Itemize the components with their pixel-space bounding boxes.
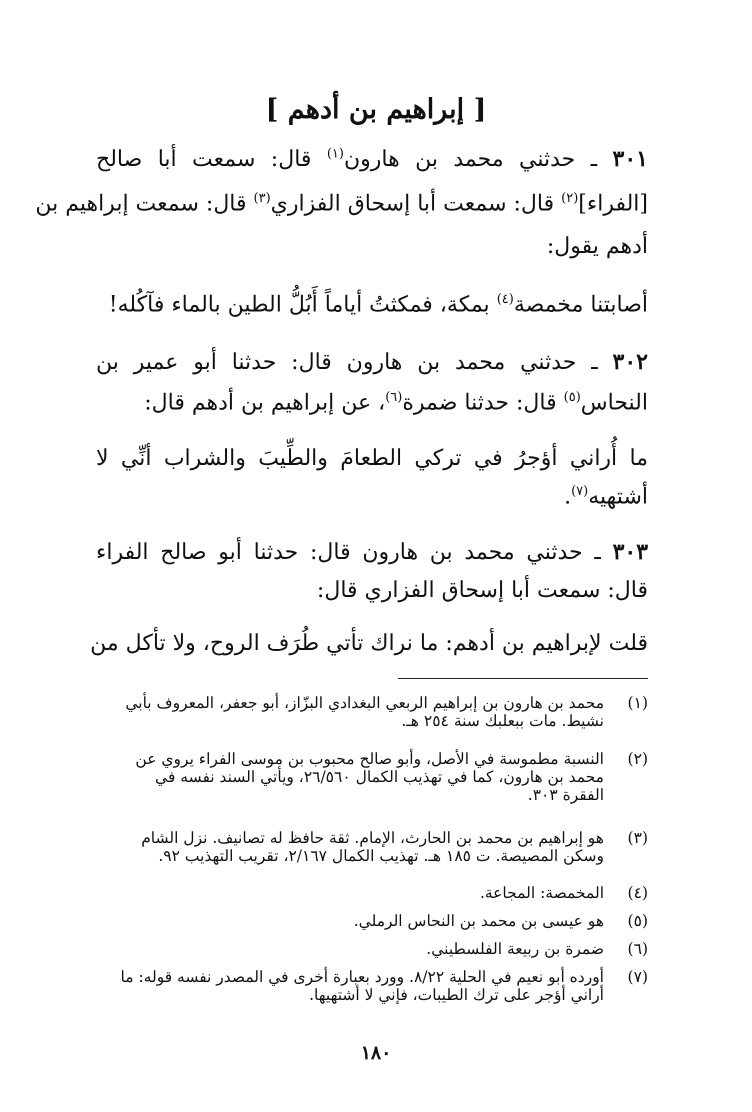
entry-303-line-1 (96, 539, 648, 565)
footnote-ref: (٧) (571, 484, 589, 499)
footnote-number: (٦) (627, 940, 648, 958)
footnote-number: (٧) (627, 968, 648, 986)
footnote-line: النسبة مطموسة في الأصل، وأبو صالح محبوب بن موسى الفراء يروي عن (135, 750, 604, 768)
entry-text: ، عن إبراهيم بن أدهم قال: (144, 390, 386, 416)
entry-302-quote-1: ما أُراني أؤجرُ في تركي الطعامَ والطِّيبَ والشراب أنِّي لا (96, 446, 648, 471)
entry-number: ٣٠١ (612, 146, 648, 172)
entry-303-quote-1: قلت لإبراهيم بن أدهم: ما نراك تأتي طُرَف الروح، ولا تأكل من (90, 631, 648, 656)
footnote-ref: (٥) (563, 390, 581, 405)
entry-302-line-1 (96, 349, 648, 375)
entry-text: قال: سمعت أبا إسحاق الفزاري (270, 191, 555, 217)
entry-text: ـ حدثني محمد بن هارون (343, 147, 598, 172)
entry-text: ـ حدثني محمد بن هارون قال: حدثنا أبو صالح الفراء (96, 540, 601, 565)
footnote-1 (96, 694, 648, 730)
page-number: ١٨٠ (360, 1042, 392, 1064)
footnote-number: (٥) (627, 912, 648, 930)
entry-text: قال: حدثنا ضمرة (402, 390, 557, 416)
entry-number: ٣٠٣ (612, 539, 649, 565)
footnote-separator (398, 678, 648, 679)
entry-number: ٣٠٢ (612, 349, 648, 375)
quote-text: بمكة، فمكثتُ أياماً أَبُلُّ الطين بالماء فآكُله! (108, 292, 490, 318)
footnote-2 (96, 750, 648, 804)
section-title: [ إبراهيم بن أدهم ] (265, 94, 487, 125)
footnote-7 (96, 968, 648, 1004)
footnote-number: (١) (627, 694, 648, 712)
footnote-line: ضمرة بن ربيعة الفلسطيني. (426, 940, 604, 958)
quote-text: أصابتنا مخمصة (513, 292, 648, 318)
footnote-ref: (١) (326, 146, 344, 162)
entry-301-line-2 (35, 191, 648, 217)
footnote-line: هو إبراهيم بن محمد بن الحارث، الإمام. ثقة حافظ له تصانيف. نزل الشام (141, 829, 604, 847)
footnote-ref: (٣) (253, 191, 271, 206)
footnote-5 (96, 912, 648, 930)
footnote-6 (96, 940, 648, 958)
footnote-line: المخمصة: المجاعة. (479, 884, 604, 902)
entry-302-line-2 (96, 390, 648, 415)
entry-301-line-1 (96, 146, 648, 172)
entry-text: النحاس (580, 390, 648, 416)
footnote-3 (96, 829, 648, 865)
footnote-line: أورده أبو نعيم في الحلية ٨/٢٢. وورد بعبارة أخرى في المصدر نفسه قوله: ما (120, 968, 604, 986)
quote-text: أشتهيه (588, 484, 648, 510)
entry-301-quote (96, 292, 648, 317)
footnote-ref: (٦) (385, 390, 403, 405)
entry-text: قال: سمعت أبا صالح (96, 147, 312, 172)
footnote-ref: (٢) (561, 191, 579, 206)
entry-301-line-3: أدهم يقول: (546, 234, 648, 259)
footnote-line: نشيط. مات ببعلبك سنة ٢٥٤ هـ. (401, 712, 604, 730)
footnote-number: (٤) (627, 884, 648, 902)
footnote-line: هو عيسى بن محمد بن النحاس الرملي. (353, 912, 604, 930)
footnote-4 (96, 884, 648, 902)
footnote-line: الفقرة ٣٠٣. (527, 786, 604, 804)
entry-302-quote-2 (96, 484, 648, 509)
footnote-number: (٣) (627, 829, 648, 847)
footnote-number: (٢) (627, 750, 648, 768)
footnote-line: أراني أؤجر على ترك الطيبات، فإني لا أشتهيها. (309, 986, 604, 1004)
footnote-line: محمد بن هارون، كما في تهذيب الكمال ٢٦/٥٦٠، ويأتي السند نفسه في (155, 768, 604, 786)
quote-text: . (564, 484, 572, 510)
entry-text: ـ حدثني محمد بن هارون قال: حدثنا أبو عمير بن (96, 350, 598, 375)
footnote-ref: (٤) (496, 292, 514, 307)
entry-text: قال: سمعت إبراهيم بن (35, 191, 247, 217)
footnote-line: وسكن المصيصة. ت ١٨٥ هـ. تهذيب الكمال ٢/١٦٧، تقريب التهذيب ٩٢. (158, 847, 604, 865)
footnote-line: محمد بن هارون بن إبراهيم الربعي البغدادي البزّاز، أبو جعفر، المعروف بأبي (125, 694, 604, 712)
entry-303-line-2: قال: سمعت أبا إسحاق الفزاري قال: (316, 578, 648, 603)
entry-text: [الفراء] (578, 191, 648, 217)
